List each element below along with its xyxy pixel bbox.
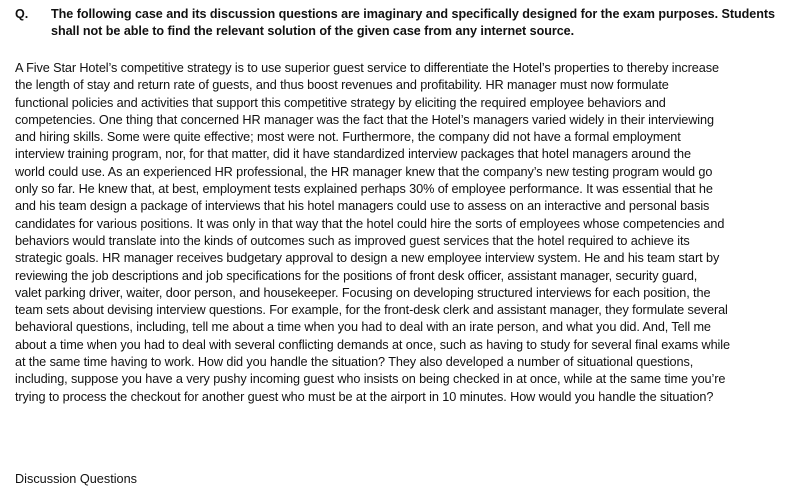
case-line: and his team design a package of interviews that his hotel managers could use to assess on an interactive and personal basis: [15, 199, 710, 214]
case-line: including, suppose you have a very pushy incoming guest who insists on being checked in at once, while at the same time you’re: [15, 372, 726, 387]
question-heading-line: The following case and its discussion questions are imaginary and specifically designed for the exam purposes. Students: [51, 7, 775, 21]
case-line: world could use. As an experienced HR professional, the HR manager knew that the company’s new testing program would go: [15, 164, 713, 179]
case-line: interview training program, nor, for that matter, did it have standardized interview packages that hotel managers around the: [15, 147, 691, 162]
case-line: team sets about devising interview questions. For example, for the front-desk clerk and assistant manager, they formulate several: [15, 303, 728, 318]
case-line: the length of stay and return rate of guests, and thus boost revenues and profitability. HR manager must now formulate: [15, 78, 669, 93]
case-line: about a time when you had to deal with several conflicting demands at once, such as having to study for several final exams while: [15, 337, 730, 352]
question-header: [15, 6, 785, 40]
question-marker: Q.: [15, 7, 29, 21]
case-line: valet parking driver, waiter, door person, and housekeeper. Focusing on developing structured interviews for each position, the: [15, 285, 711, 300]
case-line: A Five Star Hotel’s competitive strategy is to use superior guest service to differentiate the Hotel’s properties to thereby increase: [15, 61, 719, 75]
case-line: competencies. One thing that concerned HR manager was the fact that the Hotel’s managers varied widely in their interviewing: [15, 112, 714, 127]
case-line: trying to process the checkout for another guest who must be at the airport in 10 minutes. How would you handle the situation?: [15, 389, 714, 404]
case-line: only so far. He knew that, at best, employment tests explained perhaps 30% of employee performance. It was essential that he: [15, 182, 713, 197]
case-line: and hiring skills. Some were quite effective; most were not. Furthermore, the company did not have a formal employment: [15, 130, 681, 145]
case-line: strategic goals. HR manager receives budgetary approval to design a new employee interview system. He and his team start by: [15, 251, 720, 266]
discussion-questions-heading: Discussion Questions: [15, 472, 137, 486]
case-line: behavioral questions, including, tell me about a time when you had to deal with an irate person, and what you did. And, Tell me: [15, 320, 711, 335]
case-line: behaviors would translate into the kinds of outcomes such as improved guest services that the hotel required to achieve its: [15, 233, 690, 248]
case-line: at the same time having to work. How did you handle the situation? They also developed a number of situational questions,: [15, 355, 694, 370]
case-line: candidates for various positions. It was only in that way that the hotel could hire the sorts of employees whose competencies and: [15, 216, 725, 231]
case-line: functional policies and activities that support this competitive strategy by eliciting the required employee behaviors and: [15, 95, 666, 110]
question-heading-line: shall not be able to find the relevant solution of the given case from any internet source.: [51, 24, 575, 38]
case-line: reviewing the job descriptions and job specifications for the positions of front desk officer, assistant manager, security guard,: [15, 268, 698, 283]
question-heading: [51, 6, 785, 40]
case-paragraph: [15, 60, 785, 406]
